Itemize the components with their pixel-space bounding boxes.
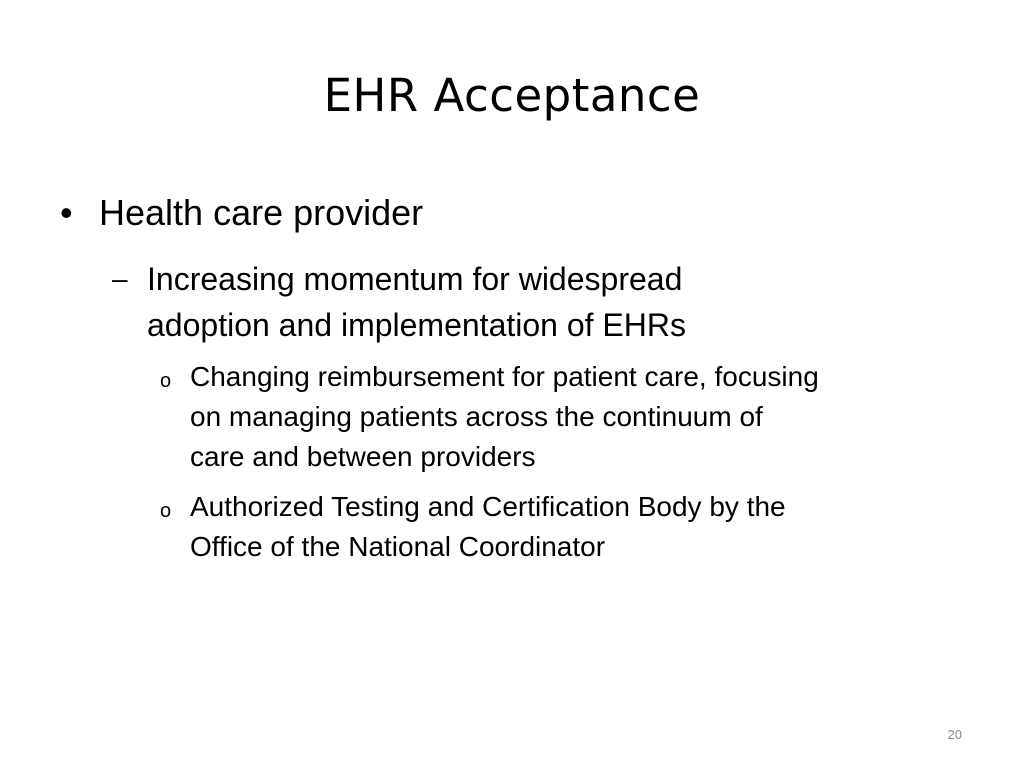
bullet-dot-icon: • — [60, 192, 73, 233]
slide-title: EHR Acceptance — [323, 69, 701, 122]
bullet-text: Health care provider — [99, 192, 424, 233]
bullet-circle-icon: o — [160, 370, 172, 392]
bullet-text — [147, 256, 907, 348]
bullet-text-line: Increasing momentum for widespread — [147, 261, 683, 297]
bullet-text — [190, 487, 960, 567]
page-number: 20 — [947, 727, 962, 742]
bullet-text — [190, 357, 960, 477]
bullet-text-line: Changing reimbursement for patient care, focusing — [190, 361, 819, 392]
bullet-dash-icon: – — [112, 263, 128, 294]
bullet-text-line: care and between providers — [190, 441, 536, 472]
bullet-text-line: on managing patients across the continuum of — [190, 401, 763, 432]
bullet-text-line: adoption and implementation of EHRs — [147, 307, 686, 343]
bullet-text-line: Office of the National Coordinator — [190, 531, 606, 562]
bullet-circle-icon: o — [160, 500, 172, 522]
bullet-text-line: Authorized Testing and Certification Body by the — [190, 491, 786, 522]
